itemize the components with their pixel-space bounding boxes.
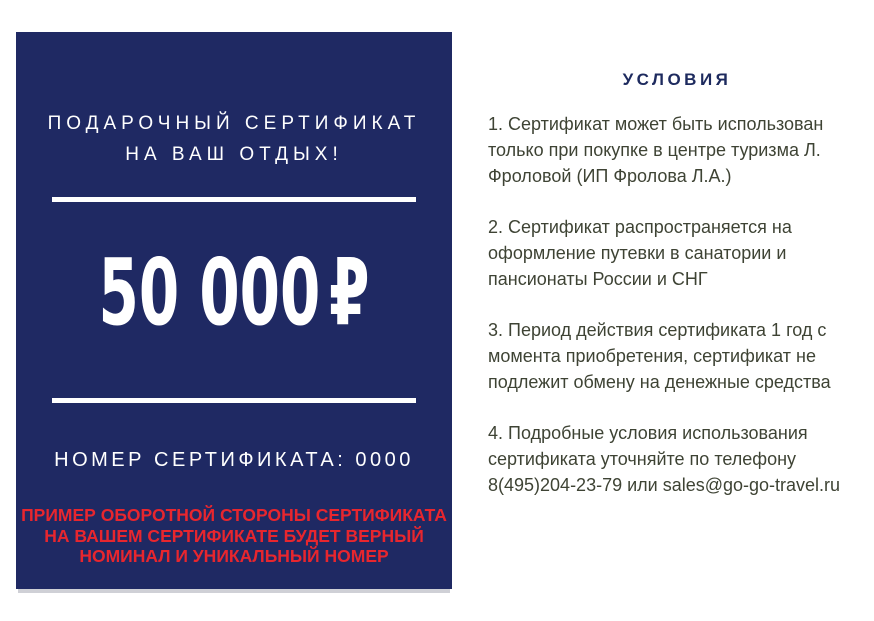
terms-item-4: 4. Подробные условия использования сертификата уточняйте по телефону 8(495)204-23-79 или sales@go-go-travel.ru (488, 423, 841, 495)
terms-item-1: 1. Сертификат может быть использован только при покупке в центре туризма Л. Фроловой (ИП Фролова Л.А.) (488, 114, 824, 186)
certificate-card (16, 32, 452, 589)
disclaimer-line2: НА ВАШЕМ СЕРТИФИКАТЕ БУДЕТ ВЕРНЫЙ (44, 525, 424, 546)
terms-heading: УСЛОВИЯ (622, 70, 732, 89)
certificate-amount (97, 237, 372, 347)
certificate-title-line2: НА ВАШ ОТДЫХ! (125, 144, 343, 165)
divider-line-bottom (52, 398, 416, 403)
disclaimer-line1: ПРИМЕР ОБОРОТНОЙ СТОРОНЫ СЕРТИФИКАТА (21, 505, 447, 525)
divider-line-top (52, 197, 416, 202)
terms-section (488, 70, 866, 523)
certificate-title (16, 108, 452, 170)
certificate-number-label: НОМЕР СЕРТИФИКАТА: 0000 (54, 449, 414, 471)
ruble-sign: ₽ (329, 238, 370, 346)
sample-disclaimer (16, 505, 452, 567)
disclaimer-line3: НОМИНАЛ И УНИКАЛЬНЫЙ НОМЕР (79, 546, 389, 566)
amount-value: 50 000 (98, 238, 321, 346)
certificate-title-line1: ПОДАРОЧНЫЙ СЕРТИФИКАТ (47, 113, 421, 134)
terms-item-3: 3. Период действия сертификата 1 год с момента приобретения, сертификат не подлежит обмену на денежные средства (488, 320, 831, 392)
terms-item-2: 2. Сертификат распространяется на оформление путевки в санатории и пансионаты России и СНГ (488, 217, 792, 289)
